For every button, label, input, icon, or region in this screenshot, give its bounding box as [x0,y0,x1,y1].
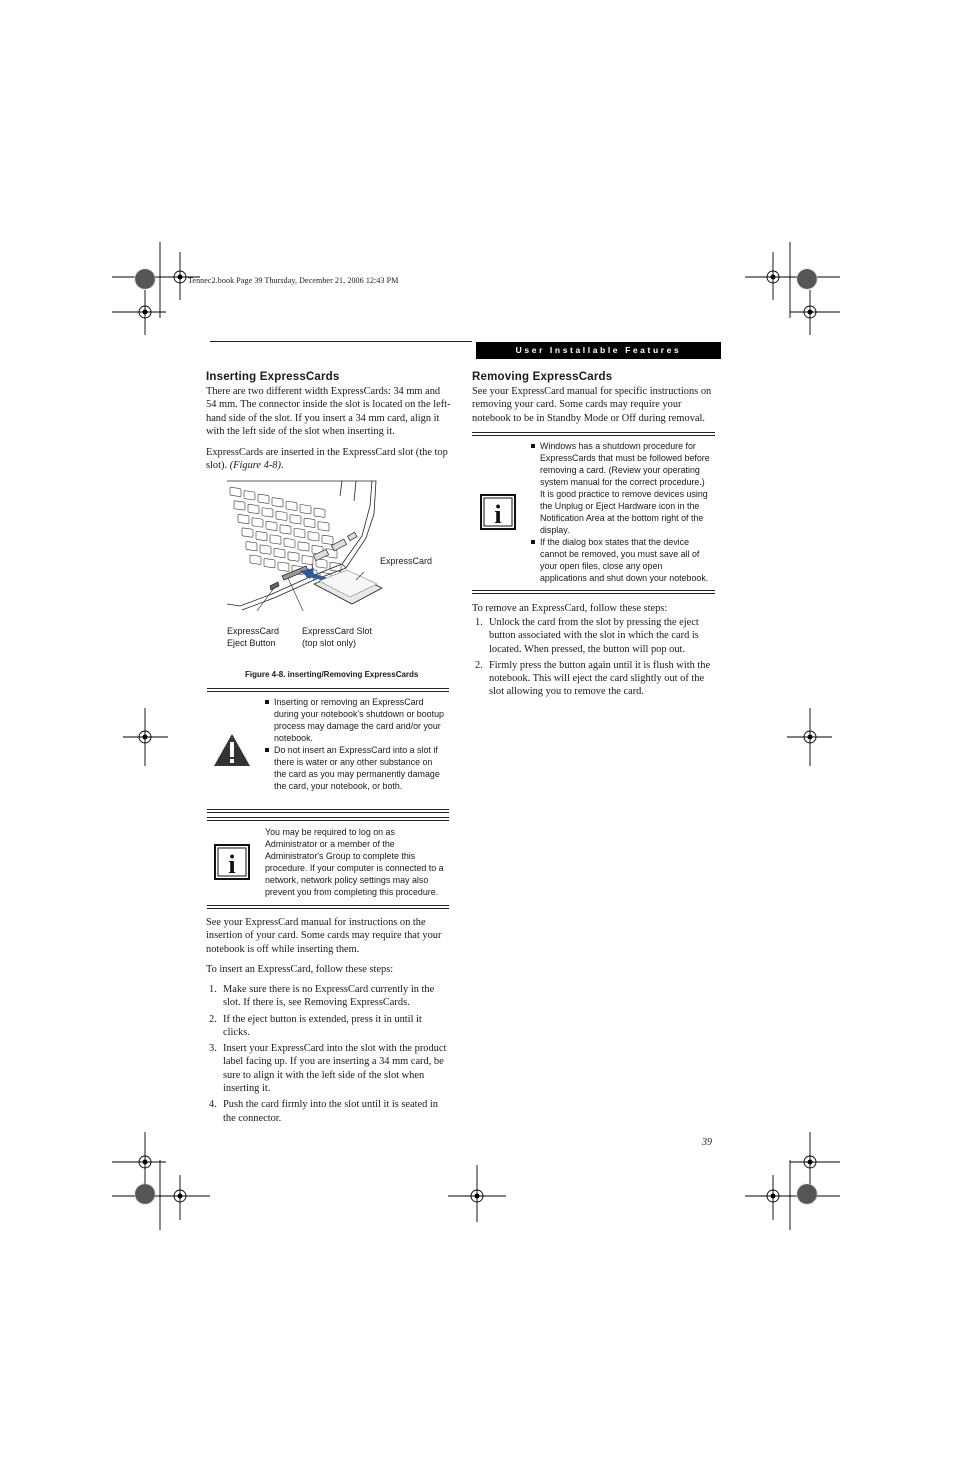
insert-step: 3. Insert your ExpressCard into the slot with the product label facing up. If you are inserting a 34 mm card, be sure to align it with the left side of the slot when inserting it. [209,1043,447,1095]
keyboard-keys [230,487,345,585]
keyboard-key [308,532,319,542]
keyboard-key [294,528,305,538]
expresscard-illustration [222,476,392,611]
figure-label-expresscard: ExpressCard [380,556,433,566]
figure-label-eject-button [227,625,279,649]
info-top-rule [207,817,449,821]
keyboard-key [302,555,313,565]
print-slug: Tennec2.book Page 39 Thursday, December 21, 2006 12:43 PM [188,276,399,285]
keyboard-key [322,535,333,545]
keyboard-key [260,545,271,555]
heading-removing: Removing ExpressCards [472,371,613,383]
slot-paragraph-text: ExpressCards are inserted in the ExpressCard slot (the top slot). [206,447,448,472]
keyboard-key [270,535,281,545]
caution-note [265,696,445,792]
keyboard-key [290,515,301,525]
keyboard-key [238,514,249,524]
keyboard-key [286,501,297,511]
figure-label-slot [302,625,372,649]
slot-paragraph-end: . [280,460,284,472]
keyboard-key [272,498,283,508]
heading-inserting: Inserting ExpressCards [206,371,340,383]
page-number: 39 [702,1137,712,1148]
figure-reference-link[interactable]: (Figure 4-8) [229,460,281,472]
insert-step: 2. If the eject button is extended, press it in until it clicks. [209,1013,422,1038]
keyboard-key [248,504,259,514]
keyboard-key [244,491,255,501]
keyboard-key [230,487,241,497]
slot-label-line2: (top slot only) [302,638,357,648]
svg-text:i: i [494,500,502,529]
eject-label-line1: ExpressCard [227,626,280,636]
warning-icon [213,733,251,767]
keyboard-key [256,531,267,541]
slot-label-line1: ExpressCard Slot [302,626,373,636]
caution-bottom-rule [207,809,449,813]
keyboard-key [276,511,287,521]
info-icon [480,494,516,530]
removal-info-list [531,440,711,584]
removal-info-item: If the dialog box states that the device cannot be removed, you must save all of your open files, close any open applications and shut down your notebook. [531,536,711,584]
info-bottom-rule [207,905,449,909]
section-banner: User Installable Features [476,342,721,359]
figure-caption: Figure 4-8. inserting/Removing ExpressCards [245,670,419,679]
keyboard-key [314,508,325,518]
keyboard-key [242,528,253,538]
caution-top-rule [207,688,449,692]
keyboard-key [246,541,257,551]
keyboard-key [318,521,329,531]
inserting-slot-paragraph [206,446,451,473]
eject-label-line2: Eject Button [227,638,276,648]
remove-steps-list [472,616,718,702]
keyboard-key [258,494,269,504]
info-admin-note: You may be required to log on as Administrator or a member of the Administrator's Group to complete this procedure. If your computer is connected to a network, network policy settings may also prevent you from completing this procedure. [265,827,444,897]
keyboard-key [278,562,289,572]
svg-text:i: i [228,850,236,879]
remove-step: 1. Unlock the card from the slot by pressing the eject button associated with the slot in which the card is located. When pressed, the button will pop out. [475,617,699,655]
caution-item: Do not insert an ExpressCard into a slot if there is water or any other substance on the card as you may permanently damage the card, your notebook, or both. [265,744,445,792]
inserting-intro-paragraph: There are two different width ExpressCards: 34 mm and 54 mm. The connector inside the slot is located on the left-hand side of the slot. If you insert a 34 mm card, align it with the left side of the slot when inserting it. [206,386,451,437]
removal-info-note [531,440,711,584]
keyboard-key [304,518,315,528]
keyboard-key [264,558,275,568]
insert-steps-list [206,983,451,1128]
insert-step: 1. Make sure there is no ExpressCard currently in the slot. If there is, see Removing ExpressCards. [209,984,435,1009]
keyboard-key [234,501,245,511]
keyboard-key [298,542,309,552]
removing-intro-paragraph: See your ExpressCard manual for specific instructions on removing your card. Some cards may require your notebook to be in Standby Mode or Off during removal. [472,386,712,424]
keyboard-key [252,518,263,528]
keyboard-key [262,508,273,518]
caution-list [265,696,445,792]
insert-step: 4. Push the card firmly into the slot until it is seated in the connector. [209,1099,439,1124]
insertion-manual-paragraph: See your ExpressCard manual for instructions on the insertion of your card. Some cards may require that your notebook is off while inserting them. [206,917,442,955]
keyboard-key [284,538,295,548]
remove-step: 2. Firmly press the button again until it is flush with the notebook. This will eject the card slightly out of the slot allowing you to remove the card. [475,659,711,698]
removal-info-top-rule [472,432,715,436]
keyboard-key [280,525,291,535]
removal-info-bottom-rule [472,590,715,594]
keyboard-key [288,552,299,562]
expresscard-card-icon [314,570,382,604]
caution-item: Inserting or removing an ExpressCard during your notebook's shutdown or bootup process may damage the card and/or your notebook. [265,696,445,744]
insert-steps-intro: To insert an ExpressCard, follow these steps: [206,964,394,975]
remove-steps-intro: To remove an ExpressCard, follow these steps: [472,603,668,614]
keyboard-key [274,548,285,558]
removal-info-item: Windows has a shutdown procedure for ExpressCards that must be followed before removing a card. (Review your operating system manual for the correct procedure.) It is good practice to remove devices using the Unplug or Eject Hardware icon in the Notification Area at the bottom right of the display. [531,440,711,536]
keyboard-key [300,504,311,514]
header-rule [210,341,472,342]
info-icon [214,844,250,880]
keyboard-key [266,521,277,531]
keyboard-key [250,555,261,565]
